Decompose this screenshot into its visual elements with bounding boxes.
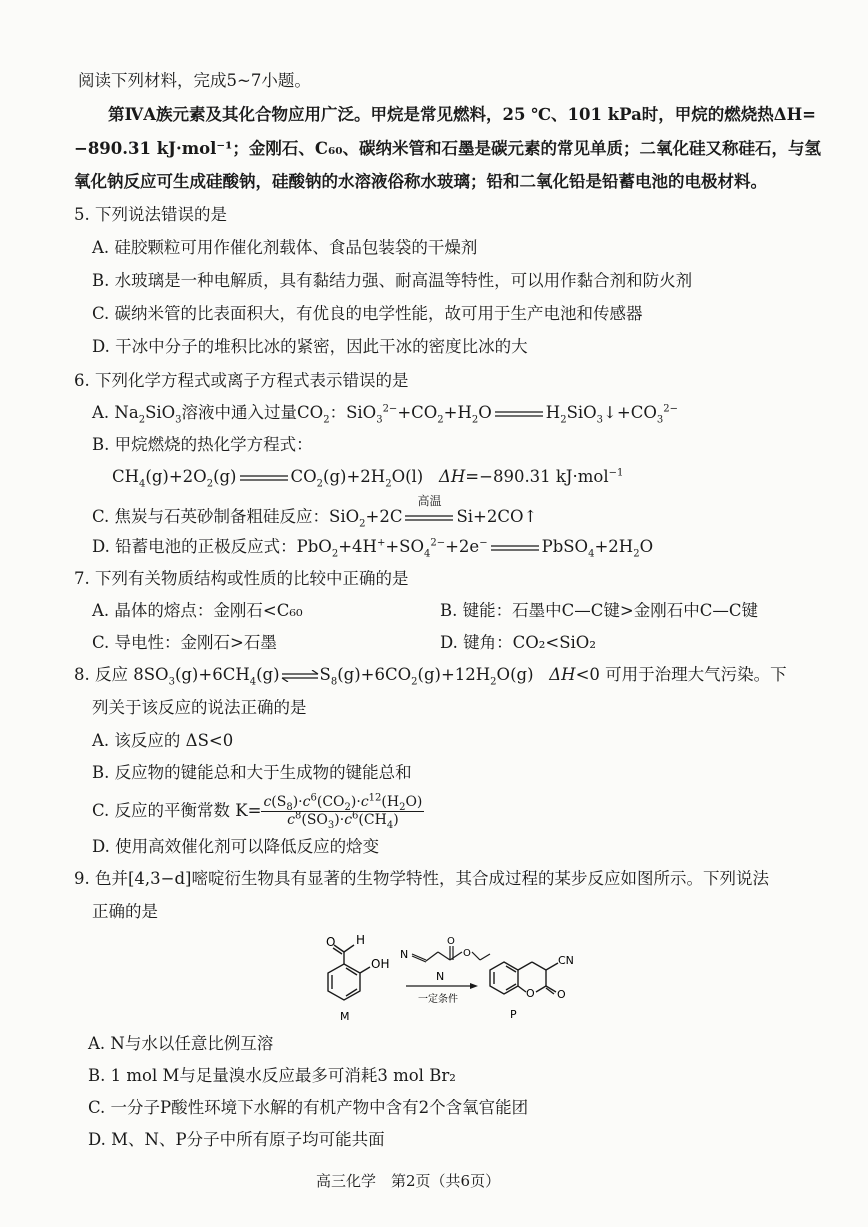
q7-option-d: D. 键角：CO₂<SiO₂ [440,633,596,652]
q8-option-d: D. 使用高效催化剂可以降低反应的焓变 [92,837,380,856]
arrow-condition: 一定条件 [418,994,458,1005]
q6-option-b: B. 甲烷燃烧的热化学方程式： [92,435,313,454]
q9-option-b: B. 1 mol M与足量溴水反应最多可消耗3 mol Br₂ [88,1066,456,1085]
molecule-n [412,946,490,962]
q8-stem: 8. 反应 $8SO_3(g)+6CH_4(g)$ $S_8(g)+6CO_2(g)+12H_2O(g)$ ΔH<0 可用于治理大气污染。下 [74,665,787,688]
atom-h-aldehyde: H [356,933,366,947]
q5-option-b: B. 水玻璃是一种电解质，具有黏结力强、耐高温等特性，可以用作黏合剂和防火剂 [92,271,693,290]
atom-n-nitrile: N [400,948,409,961]
q5-stem: 5. 下列说法错误的是 [74,205,227,224]
q6-stem: 6. 下列化学方程式或离子方程式表示错误的是 [74,371,409,390]
material-line-1: 第ⅣA族元素及其化合物应用广泛。甲烷是常见燃料，25 ℃、101 kPa时，甲烷的燃烧热ΔH= [108,105,816,124]
q9-stem-line-2: 正确的是 [92,902,158,921]
q5-option-a: A. 硅胶颗粒可用作催化剂载体、食品包装袋的干燥剂 [92,238,478,257]
q8-option-a: A. 该反应的 ΔS<0 [92,731,234,750]
equilibrium-arrow [280,670,320,682]
q9-stem-line-1: 9. 色并[4,3−d]嘧啶衍生物具有显著的生物学特性，其合成过程的某步反应如图所示。下列说法 [74,869,769,888]
q9-option-a: A. N与水以任意比例互溶 [88,1034,274,1053]
q7-stem: 7. 下列有关物质结构或性质的比较中正确的是 [74,569,409,588]
q9-option-c: C. 一分子P酸性环境下水解的有机产物中含有2个含氧官能团 [88,1098,529,1117]
equals-sign [488,543,542,553]
molecule-p [490,962,558,994]
molecule-m [328,945,370,1000]
q7-option-c: C. 导电性：金刚石>石墨 [92,633,277,652]
label-m: M [340,1010,350,1023]
q6-option-c: C. 焦炭与石英砂制备粗硅反应：SiO$_2$+2C 高温 Si+2CO↑ [92,506,537,528]
q6-option-d-label: D. 铅蓄电池的正极反应式： [92,537,297,556]
atom-o-ester: O [463,948,471,959]
reaction-scheme [320,930,590,1026]
q8-stem-line-2: 列关于该反应的说法正确的是 [92,698,307,717]
q6-option-b-equation: $CH_4(g)+2O_2(g)$ $CO_2(g)+2H_2O(l)$ ΔH=−890.31 kJ·mol$^{-1}$ [112,467,624,490]
q8-option-c [92,794,424,829]
atom-oh: OH [371,957,390,971]
atom-o-lactone: O [557,988,566,1001]
atom-o-aldehyde: O [326,935,336,949]
equals-sign [402,513,456,523]
q6-option-a: A. $Na_2SiO_3$溶液中通入过量$CO_2$：$SiO_3^{2-}+CO_2+H_2O$ $H_2SiO_3↓+CO_3^{2-}$ [92,403,678,426]
atom-o-ring: O [526,987,535,1000]
material-line-3: 氧化钠反应可生成硅酸钠，硅酸钠的水溶液俗称水玻璃；铅和二氧化铅是铅蓄电池的电极材料。 [74,172,767,191]
q8-option-b: B. 反应物的键能总和大于生成物的键能总和 [92,763,412,782]
q5-option-c: C. 碳纳米管的比表面积大，有优良的电学性能，故可用于生产电池和传感器 [92,304,643,323]
atom-cn: CN [558,954,574,967]
q6-option-c-label: C. 焦炭与石英砂制备粗硅反应： [92,507,330,526]
intro-text: 阅读下列材料，完成5~7小题。 [78,71,311,90]
equals-sign [492,409,546,419]
label-p: P [510,1008,517,1021]
label-n: N [436,970,445,983]
q8-option-c-label: C. 反应的平衡常数 K= [92,801,262,820]
q7-option-a: A. 晶体的熔点：金刚石<C₆₀ [92,601,303,620]
q8-stem-tail: 可用于治理大气污染。下 [605,665,787,684]
q6-option-d: D. 铅蓄电池的正极反应式：$PbO_2+4H^++SO_4^{2-}+2e^-$ $PbSO_4+2H_2O$ [92,537,654,560]
q7-option-b: B. 键能：石墨中C—C键>金刚石中C—C键 [440,601,758,620]
q5-option-d: D. 干冰中分子的堆积比冰的紧密，因此干冰的密度比冰的大 [92,337,528,356]
atom-o-carbonyl: O [447,936,455,947]
page-footer: 高三化学 第2页（共6页） [316,1172,501,1190]
equilibrium-constant-fraction: $\frac{c(S_8)\cdot c^6(CO_2)\cdot c^{12}(H_2O)}{c^8(SO_3)\cdot c^6(CH_4)}$ [263,792,423,831]
q6-option-a-label: A. Na [92,403,139,422]
reaction-condition: 高温 [417,494,442,508]
equals-sign [237,473,291,483]
material-line-2: −890.31 kJ·mol⁻¹；金刚石、C₆₀、碳纳米管和石墨是碳元素的常见单质；二氧化硅又称硅石，与氢 [74,139,821,158]
reaction-arrowhead [470,983,478,989]
q9-option-d: D. M、N、P分子中所有原子均可能共面 [88,1130,385,1149]
